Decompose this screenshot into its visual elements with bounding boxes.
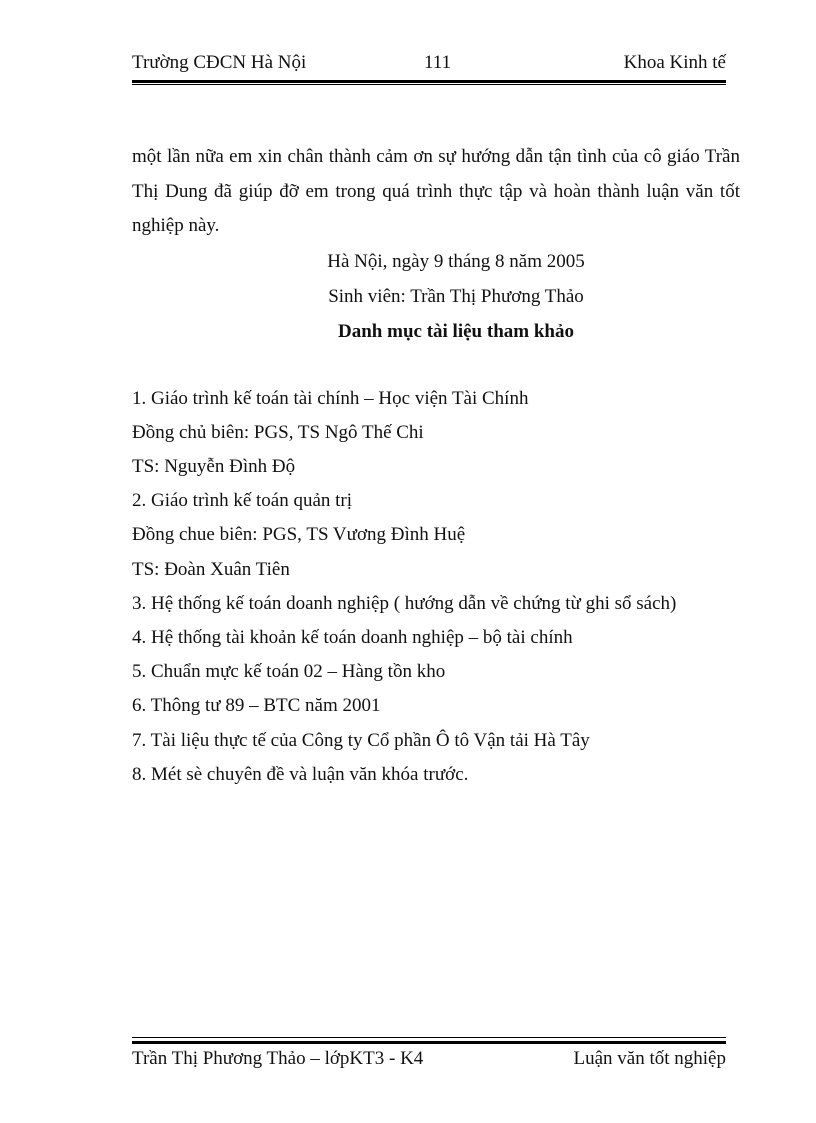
footer-author-class: Trần Thị Phương Thảo – lớpKT3 - K4 <box>132 1048 424 1069</box>
reference-line: 2. Giáo trình kế toán quản trị <box>132 490 353 512</box>
header-page-number: 111 <box>424 52 452 73</box>
header-rule-thick <box>132 80 726 83</box>
reference-line: 8. Mét sè chuyên đề và luận văn khóa trước. <box>132 763 469 785</box>
footer-rule-thin <box>132 1037 726 1038</box>
reference-list <box>132 382 740 792</box>
reference-line: Đồng chủ biên: PGS, TS Ngô Thế Chi <box>132 421 424 443</box>
reference-line: TS: Đoàn Xuân Tiên <box>132 558 290 580</box>
reference-line: 3. Hệ thống kế toán doanh nghiệp ( hướng dẫn về chứng từ ghi sổ sách) <box>132 592 677 614</box>
references-title: Danh mục tài liệu tham khảo <box>338 320 574 342</box>
reference-line: Đồng chue biên: PGS, TS Vương Đình Huệ <box>132 524 466 546</box>
closing-paragraph: một lần nữa em xin chân thành cảm ơn sự hướng dẫn tận tình của cô giáo Trần Thị Dung đã giúp đỡ em trong quá trình thực tập và hoàn thành luận văn tốt nghiệp này. <box>132 146 740 236</box>
reference-line: 1. Giáo trình kế toán tài chính – Học viện Tài Chính <box>132 387 529 409</box>
header-school: Trường CĐCN Hà Nội <box>132 52 307 73</box>
header-faculty: Khoa Kinh tế <box>623 52 726 73</box>
footer-rule-thick <box>132 1041 726 1044</box>
reference-line: TS: Nguyễn Đình Độ <box>132 455 296 477</box>
student-signature: Sinh viên: Trần Thị Phương Thảo <box>328 285 584 307</box>
footer-doc-type: Luận văn tốt nghiệp <box>573 1048 726 1069</box>
place-date: Hà Nội, ngày 9 tháng 8 năm 2005 <box>327 250 585 272</box>
reference-line: 4. Hệ thống tài khoản kế toán doanh nghiệp – bộ tài chính <box>132 626 573 648</box>
page-body <box>132 140 740 792</box>
header-rule-thin <box>132 84 726 85</box>
reference-line: 6. Thông tư 89 – BTC năm 2001 <box>132 695 381 717</box>
reference-line: 5. Chuẩn mực kế toán 02 – Hàng tồn kho <box>132 661 446 683</box>
page-header <box>132 52 726 78</box>
reference-line: 7. Tài liệu thực tế của Công ty Cổ phần Ô tô Vận tải Hà Tây <box>132 729 590 751</box>
